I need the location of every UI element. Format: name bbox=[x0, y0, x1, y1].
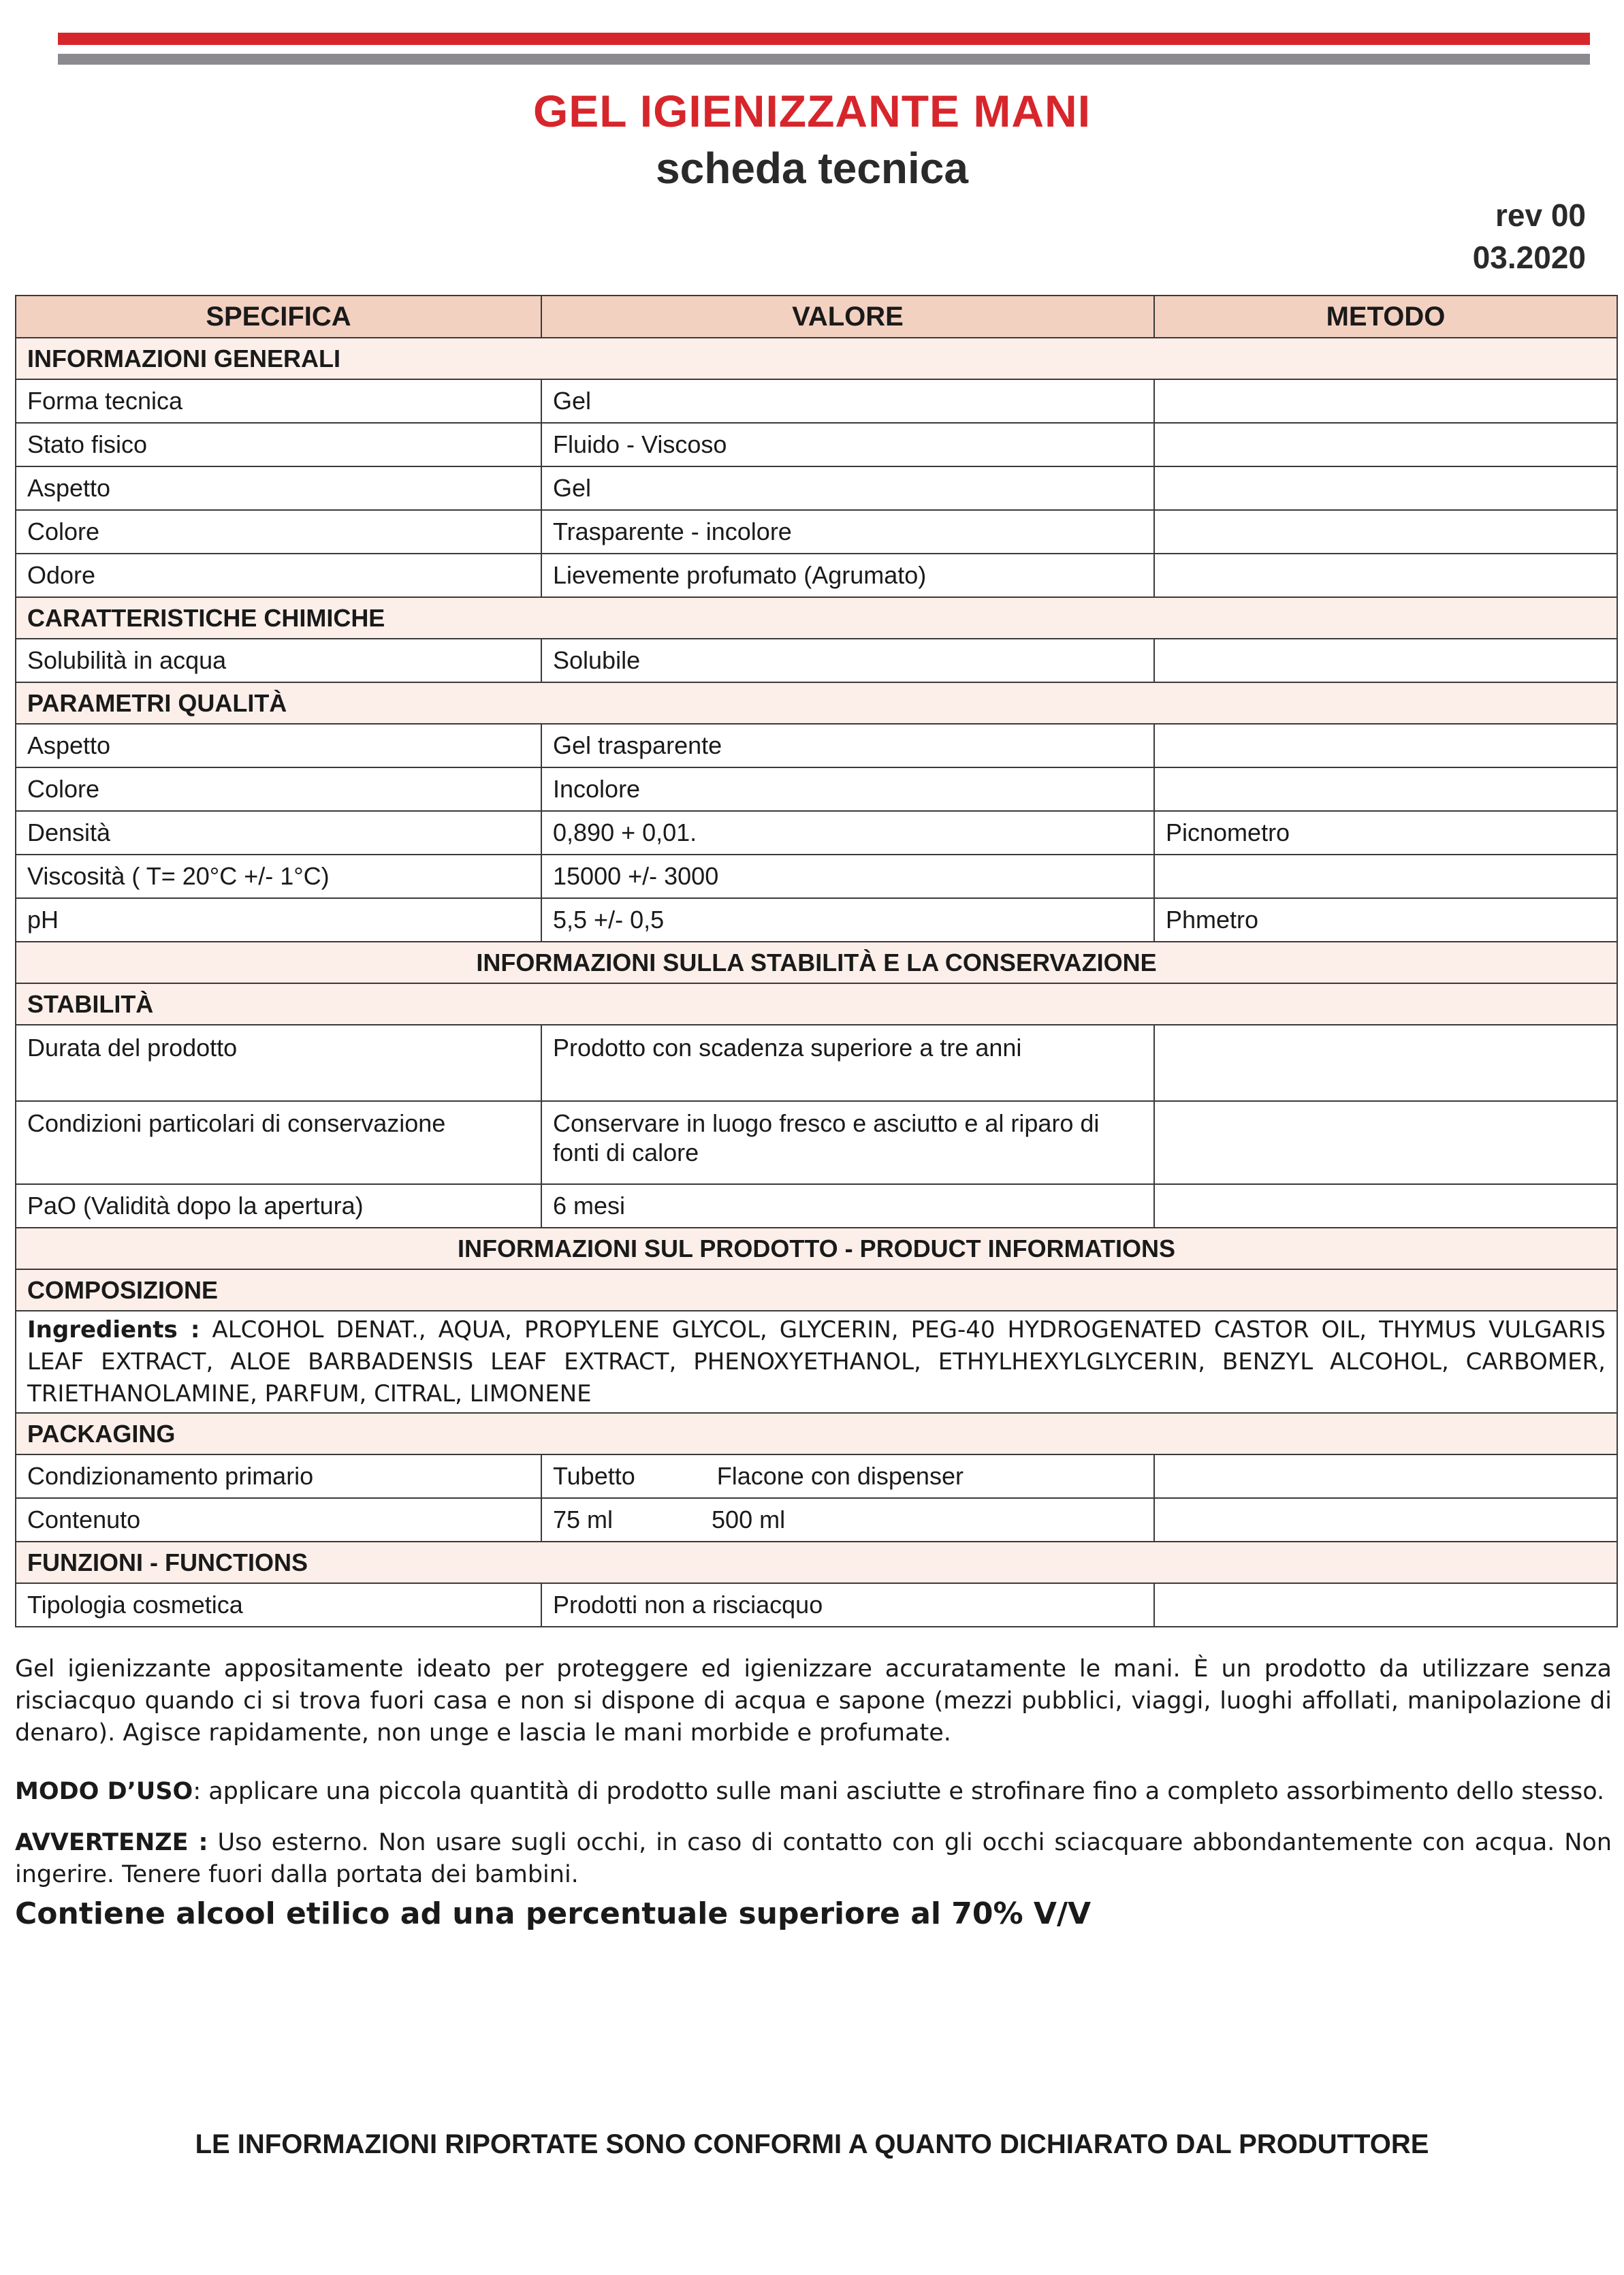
packaging-value-dispenser: Flacone con dispenser bbox=[716, 1462, 964, 1490]
content-value-dispenser: 500 ml bbox=[712, 1506, 786, 1533]
value-cell: 0,890 + 0,01. bbox=[541, 811, 1154, 855]
col-header-metodo: METODO bbox=[1154, 296, 1617, 338]
method-cell bbox=[1154, 510, 1617, 554]
section-title-chimiche: CARATTERISTICHE CHIMICHE bbox=[16, 597, 1617, 639]
table-row bbox=[16, 1184, 1617, 1228]
value-cell bbox=[541, 1454, 1154, 1498]
warnings-text: Uso esterno. Non usare sugli occhi, in caso di contatto con gli occhi sciacquare abbondantemente con acqua. Non ingerire. Tenere fuori dalla portata dei bambini. bbox=[15, 1829, 1612, 1888]
section-row bbox=[16, 1413, 1617, 1454]
table-row bbox=[16, 1454, 1617, 1498]
table-row bbox=[16, 1498, 1617, 1542]
table-row bbox=[16, 1311, 1617, 1413]
section-title-funzioni: FUNZIONI - FUNCTIONS bbox=[16, 1542, 1617, 1583]
spec-cell: Condizioni particolari di conservazione bbox=[16, 1101, 541, 1184]
table-row bbox=[16, 423, 1617, 466]
col-header-valore: VALORE bbox=[541, 296, 1154, 338]
section-title-stabilita: STABILITÀ bbox=[16, 983, 1617, 1025]
method-cell: Picnometro bbox=[1154, 811, 1617, 855]
revision-date: 03.2020 bbox=[1472, 240, 1586, 275]
method-cell bbox=[1154, 423, 1617, 466]
table-row bbox=[16, 510, 1617, 554]
section-row bbox=[16, 1542, 1617, 1583]
value-cell: Fluido - Viscoso bbox=[541, 423, 1154, 466]
section-row bbox=[16, 1269, 1617, 1311]
section-row bbox=[16, 597, 1617, 639]
spec-cell: Colore bbox=[16, 767, 541, 811]
method-cell bbox=[1154, 466, 1617, 510]
method-cell bbox=[1154, 1184, 1617, 1228]
spec-cell: Viscosità ( T= 20°C +/- 1°C) bbox=[16, 855, 541, 898]
section-row bbox=[16, 942, 1617, 983]
spec-cell: Aspetto bbox=[16, 724, 541, 767]
section-row bbox=[16, 682, 1617, 724]
method-cell bbox=[1154, 554, 1617, 597]
value-cell: Gel bbox=[541, 466, 1154, 510]
value-cell: Gel trasparente bbox=[541, 724, 1154, 767]
revision-block bbox=[1473, 194, 1586, 279]
usage-instructions bbox=[15, 1776, 1612, 1808]
warnings-label: AVVERTENZE : bbox=[15, 1829, 208, 1856]
value-cell: 6 mesi bbox=[541, 1184, 1154, 1228]
value-cell: Conservare in luogo fresco e asciutto e al riparo di fonti di calore bbox=[541, 1101, 1154, 1184]
value-cell: Lievemente profumato (Agrumato) bbox=[541, 554, 1154, 597]
value-cell: Incolore bbox=[541, 767, 1154, 811]
col-header-specifica: SPECIFICA bbox=[16, 296, 541, 338]
table-row bbox=[16, 554, 1617, 597]
value-cell: Prodotti non a risciacquo bbox=[541, 1583, 1154, 1627]
section-title-qualita: PARAMETRI QUALITÀ bbox=[16, 682, 1617, 724]
value-cell: Gel bbox=[541, 379, 1154, 423]
spec-cell: Tipologia cosmetica bbox=[16, 1583, 541, 1627]
spec-cell: Densità bbox=[16, 811, 541, 855]
section-title-packaging: PACKAGING bbox=[16, 1413, 1617, 1454]
ingredients-label: Ingredients : bbox=[27, 1316, 200, 1343]
section-title-prodotto: INFORMAZIONI SUL PRODOTTO - PRODUCT INFORMATIONS bbox=[16, 1228, 1617, 1269]
table-row bbox=[16, 898, 1617, 942]
table-row bbox=[16, 1025, 1617, 1101]
footer-disclaimer: LE INFORMAZIONI RIPORTATE SONO CONFORMI A QUANTO DICHIARATO DAL PRODUTTORE bbox=[195, 2129, 1429, 2159]
spec-cell: Forma tecnica bbox=[16, 379, 541, 423]
spec-cell: Colore bbox=[16, 510, 541, 554]
spec-cell: Solubilità in acqua bbox=[16, 639, 541, 682]
method-cell bbox=[1154, 1101, 1617, 1184]
header-gray-bar bbox=[58, 54, 1590, 65]
value-cell: Solubile bbox=[541, 639, 1154, 682]
value-cell: 15000 +/- 3000 bbox=[541, 855, 1154, 898]
revision-number: rev 00 bbox=[1495, 197, 1586, 233]
spec-cell: Odore bbox=[16, 554, 541, 597]
spec-cell: PaO (Validità dopo la apertura) bbox=[16, 1184, 541, 1228]
document-subtitle: scheda tecnica bbox=[656, 144, 968, 193]
method-cell bbox=[1154, 767, 1617, 811]
method-cell bbox=[1154, 379, 1617, 423]
method-cell bbox=[1154, 1498, 1617, 1542]
table-row bbox=[16, 811, 1617, 855]
method-cell bbox=[1154, 1025, 1617, 1101]
value-cell: Trasparente - incolore bbox=[541, 510, 1154, 554]
section-title-stabilita-conservazione: INFORMAZIONI SULLA STABILITÀ E LA CONSERVAZIONE bbox=[16, 942, 1617, 983]
product-description: Gel igienizzante appositamente ideato per proteggere ed igienizzare accuratamente le mani. È un prodotto da utilizzare senza risciacquo quando ci si trova fuori casa e non si dispone di acqua e sapone (mezzi pubblici, viaggi, luoghi affollati, manipolazione di denaro). Agisce rapidamente, non unge e lascia le mani morbide e profumate. bbox=[15, 1655, 1612, 1747]
table-row bbox=[16, 379, 1617, 423]
table-row bbox=[16, 639, 1617, 682]
value-cell bbox=[541, 1498, 1154, 1542]
method-cell: Phmetro bbox=[1154, 898, 1617, 942]
table-row bbox=[16, 724, 1617, 767]
table-row bbox=[16, 1101, 1617, 1184]
value-cell: Prodotto con scadenza superiore a tre anni bbox=[541, 1025, 1154, 1101]
method-cell bbox=[1154, 855, 1617, 898]
section-row bbox=[16, 983, 1617, 1025]
usage-text: : applicare una piccola quantità di prodotto sulle mani asciutte e strofinare fino a completo assorbimento dello stesso. bbox=[193, 1778, 1605, 1805]
document-title: GEL IGIENIZZANTE MANI bbox=[532, 86, 1092, 136]
table-row bbox=[16, 466, 1617, 510]
table-header-row bbox=[16, 296, 1617, 338]
usage-label: MODO D’USO bbox=[15, 1778, 193, 1805]
alcohol-claim: Contiene alcool etilico ad una percentuale superiore al 70% V/V bbox=[15, 1896, 1092, 1931]
ingredients-cell bbox=[16, 1311, 1617, 1413]
header-red-bar bbox=[58, 33, 1590, 45]
warnings bbox=[15, 1827, 1612, 1891]
section-row bbox=[16, 1228, 1617, 1269]
spec-table bbox=[15, 295, 1618, 1627]
table-row bbox=[16, 855, 1617, 898]
method-cell bbox=[1154, 1454, 1617, 1498]
ingredients-list: ALCOHOL DENAT., AQUA, PROPYLENE GLYCOL, GLYCERIN, PEG-40 HYDROGENATED CASTOR OIL, THYMUS VULGARIS LEAF EXTRACT, ALOE BARBADENSIS LEAF EXTRACT, PHENOXYETHANOL, ETHYLHEXYLGLYCERIN, BENZYL ALCOHOL, CARBOMER, TRIETHANOLAMINE, PARFUM, CITRAL, LIMONENE bbox=[27, 1316, 1606, 1407]
spec-cell: Stato fisico bbox=[16, 423, 541, 466]
table-row bbox=[16, 767, 1617, 811]
method-cell bbox=[1154, 639, 1617, 682]
content-value-tube: 75 ml bbox=[553, 1506, 614, 1533]
value-cell: 5,5 +/- 0,5 bbox=[541, 898, 1154, 942]
spec-cell: Condizionamento primario bbox=[16, 1454, 541, 1498]
method-cell bbox=[1154, 724, 1617, 767]
section-title-composizione: COMPOSIZIONE bbox=[16, 1269, 1617, 1311]
section-title-generali: INFORMAZIONI GENERALI bbox=[16, 338, 1617, 379]
method-cell bbox=[1154, 1583, 1617, 1627]
packaging-value-tube: Tubetto bbox=[553, 1462, 635, 1490]
spec-cell: Durata del prodotto bbox=[16, 1025, 541, 1101]
section-row bbox=[16, 338, 1617, 379]
spec-cell: pH bbox=[16, 898, 541, 942]
spec-cell: Contenuto bbox=[16, 1498, 541, 1542]
spec-cell: Aspetto bbox=[16, 466, 541, 510]
table-row bbox=[16, 1583, 1617, 1627]
